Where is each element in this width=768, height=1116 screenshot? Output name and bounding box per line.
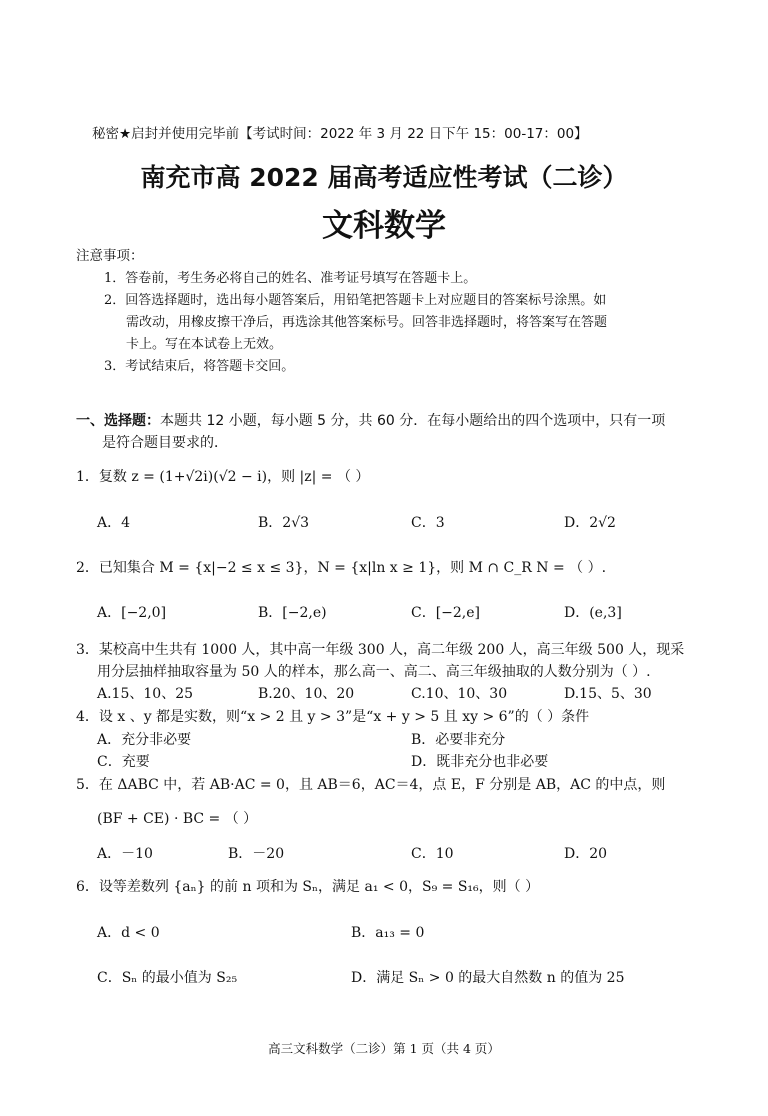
question-5-stem: 5．在 ΔABC 中，若 AB·AC = 0，且 AB＝6，AC＝4，点 E，F 分别是 AB，AC 的中点，则 bbox=[76, 777, 666, 793]
question-5-stem-cont: (BF + CE) · BC = （ ） bbox=[97, 811, 258, 827]
q5-option-d: D．20 bbox=[564, 846, 608, 862]
question-4-stem: 4．设 x 、y 都是实数，则“x > 2 且 y > 3”是“x + y > 5 且 xy > 6”的（ ）条件 bbox=[76, 709, 590, 725]
subject-title: 文科数学 bbox=[322, 208, 446, 244]
q3-option-b: B.20、10、20 bbox=[258, 686, 355, 702]
q1-option-d: D．2√2 bbox=[564, 515, 616, 531]
q3-option-d: D.15、5、30 bbox=[564, 686, 652, 702]
notice-heading: 注意事项： bbox=[76, 248, 144, 264]
page-footer: 高三文科数学（二诊）第 1 页（共 4 页） bbox=[268, 1041, 500, 1056]
notice-item: 需改动，用橡皮擦干净后，再选涂其他答案标号。回答非选择题时，将答案写在答题 bbox=[126, 315, 608, 330]
q4-option-b: B．必要非充分 bbox=[411, 732, 506, 748]
q6-option-c: C．Sₙ 的最小值为 S₂₅ bbox=[97, 970, 238, 986]
notice-item: 2．回答选择题时，选出每小题答案后，用铅笔把答题卡上对应题目的答案标号涂黑。如 bbox=[104, 293, 607, 308]
q1-option-c: C．3 bbox=[411, 515, 445, 531]
exam-time-header: 秘密★启封并使用完毕前【考试时间：2022 年 3 月 22 日下午 15：00-17：00】 bbox=[92, 126, 588, 142]
q6-option-a: A．d < 0 bbox=[97, 925, 160, 941]
question-3-stem-cont: 用分层抽样抽取容量为 50 人的样本，那么高一、高二、高三年级抽取的人数分别为（ ）. bbox=[97, 664, 651, 680]
exam-title: 南充市高 2022 届高考适应性考试（二诊） bbox=[140, 163, 628, 192]
q6-option-b: B．a₁₃ = 0 bbox=[351, 925, 425, 941]
q2-option-d: D．(e,3] bbox=[564, 605, 622, 621]
q5-option-a: A．－10 bbox=[97, 846, 153, 862]
section-text-cont: 是符合题目要求的． bbox=[102, 435, 228, 451]
section-instructions bbox=[76, 410, 706, 454]
q4-option-d: D．既非充分也非必要 bbox=[411, 754, 549, 770]
q1-option-b: B．2√3 bbox=[258, 515, 310, 531]
section-heading: 一、选择题： bbox=[76, 413, 160, 429]
question-3-stem: 3．某校高中生共有 1000 人，其中高一年级 300 人，高二年级 200 人，高三年级 500 人，现采 bbox=[76, 642, 685, 658]
question-6-stem: 6．设等差数列 {aₙ} 的前 n 项和为 Sₙ，满足 a₁ < 0，S₉ = S₁₆，则（ ） bbox=[76, 879, 540, 895]
notice-item: 卡上。写在本试卷上无效。 bbox=[126, 337, 283, 352]
q3-option-a: A.15、10、25 bbox=[97, 686, 194, 702]
question-1-stem: 1．复数 z = (1+√2i)(√2 − i)，则 |z| = （ ） bbox=[76, 469, 370, 485]
q1-option-a: A．4 bbox=[97, 515, 131, 531]
question-2-stem: 2．已知集合 M = {x|−2 ≤ x ≤ 3}，N = {x|ln x ≥ 1}，则 M ∩ C_R N = （ ）. bbox=[76, 560, 607, 576]
notice-item: 3．考试结束后，将答题卡交回。 bbox=[104, 359, 295, 374]
q4-option-c: C．充要 bbox=[97, 754, 150, 770]
q6-option-d: D．满足 Sₙ > 0 的最大自然数 n 的值为 25 bbox=[351, 970, 625, 986]
q5-option-b: B．－20 bbox=[228, 846, 285, 862]
q2-option-b: B．[−2,e) bbox=[258, 605, 327, 621]
notice-item: 1．答卷前，考生务必将自己的姓名、准考证号填写在答题卡上。 bbox=[104, 271, 477, 286]
q2-option-c: C．[−2,e] bbox=[411, 605, 481, 621]
q5-option-c: C．10 bbox=[411, 846, 454, 862]
q4-option-a: A．充分非必要 bbox=[97, 732, 192, 748]
section-text: 本题共 12 小题，每小题 5 分，共 60 分．在每小题给出的四个选项中，只有一项 bbox=[160, 413, 666, 429]
q2-option-a: A．[−2,0] bbox=[97, 605, 167, 621]
q3-option-c: C.10、10、30 bbox=[411, 686, 508, 702]
